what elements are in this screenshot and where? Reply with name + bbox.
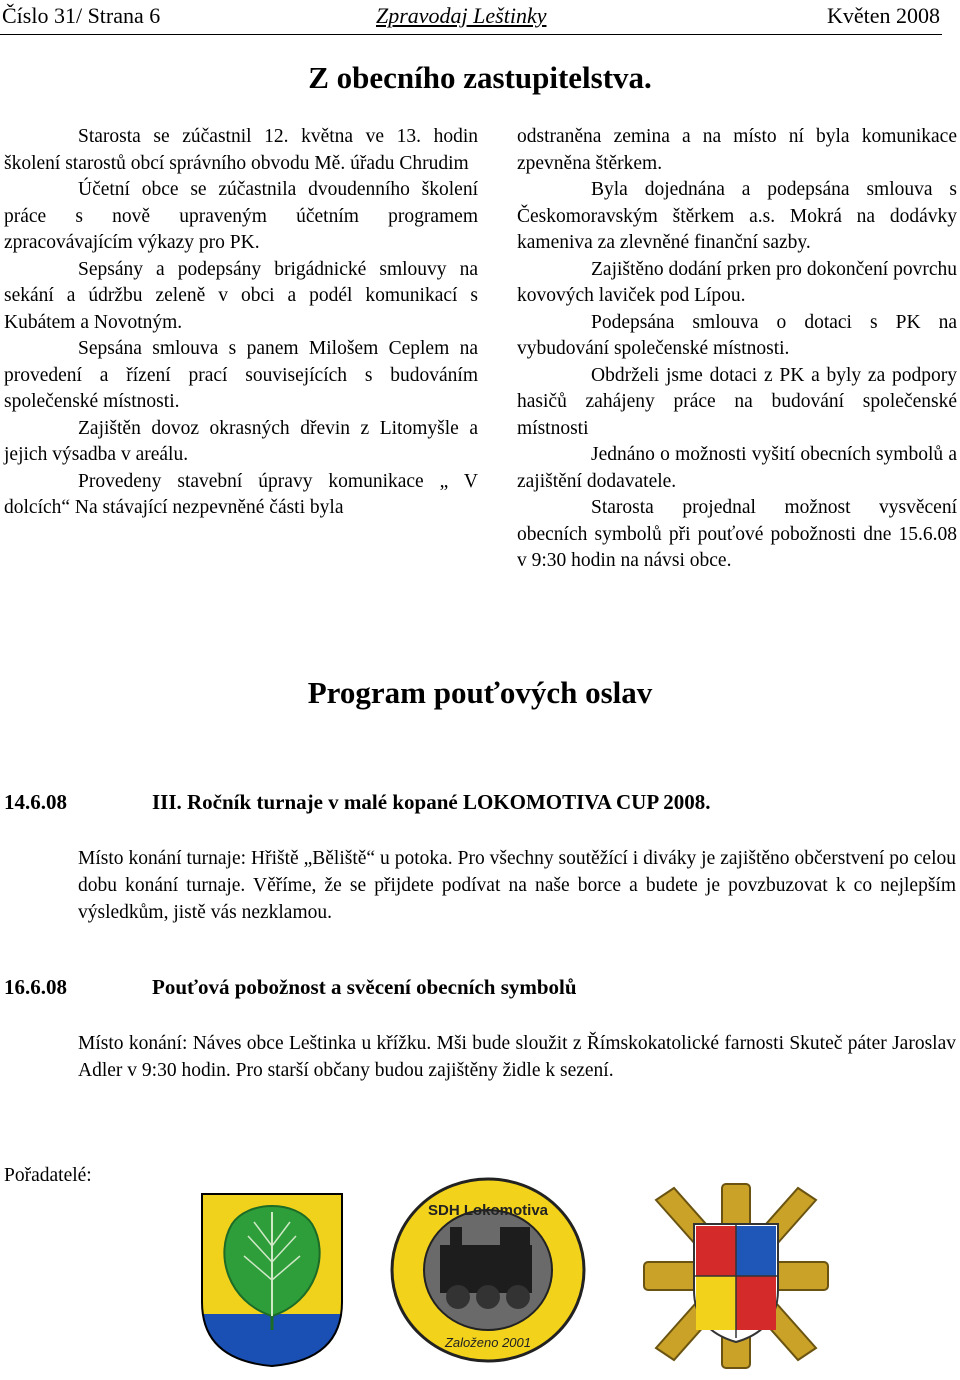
event-description: Místo konání: Náves obce Leštinka u křížku. Mši bude sloužit z Římskokatolické farnosti Skuteč páter Jaroslav Adler v 9:30 hodin. Pro starší občany budou zajištěny židle k sezení. bbox=[78, 1033, 956, 1081]
event-date: 14.6.08 bbox=[4, 790, 67, 814]
svg-text:SDH Lokomotiva: SDH Lokomotiva bbox=[427, 1202, 549, 1219]
council-left-column bbox=[4, 124, 478, 522]
fire-brigade-emblem-icon bbox=[636, 1180, 836, 1372]
event-date: 16.6.08 bbox=[4, 975, 67, 999]
issue-date: Květen 2008 bbox=[826, 3, 940, 28]
paragraph: Podepsána smlouva o dotaci s PK na vybudování společenské místnosti. bbox=[517, 311, 957, 359]
paragraph: Starosta projednal možnost vysvěcení obecních symbolů při pouťové pobožnosti dne 15.6.08 v 9:30 hodin na návsi obce. bbox=[517, 497, 957, 571]
paragraph: Provedeny stavební úpravy komunikace „ V dolcích“ Na stávající nezpevněné části byla bbox=[4, 470, 478, 518]
sdh-locomotive-badge-icon bbox=[388, 1175, 588, 1365]
council-section-title: Z obecního zastupitelstva. bbox=[308, 60, 652, 95]
event-title: Pouťová pobožnost a svěcení obecních symbolů bbox=[152, 975, 577, 999]
municipal-leaf-emblem-icon bbox=[198, 1190, 346, 1368]
organizers-label: Pořadatelé: bbox=[4, 1165, 92, 1186]
paragraph: Byla dojednána a podepsána smlouva s Českomoravským štěrkem a.s. Mokrá na dodávky kameniva za zlevněné finanční sazby. bbox=[517, 179, 957, 253]
paragraph: Jednáno o možnosti vyšití obecních symbolů a zajištění dodavatele. bbox=[517, 444, 957, 492]
paragraph-continuation: odstraněna zemina a na místo ní byla komunikace zpevněna štěrkem. bbox=[517, 126, 957, 174]
page-header bbox=[0, 0, 942, 35]
paragraph: Zajištěn dovoz okrasných dřevin z Litomyšle a jejich výsadba v areálu. bbox=[4, 417, 478, 465]
council-right-column bbox=[517, 124, 957, 575]
paragraph: Sepsána smlouva s panem Milošem Ceplem na provedení a řízení prací souvisejících s budováním společenské místnosti. bbox=[4, 338, 478, 412]
paragraph: Starosta se zúčastnil 12. května ve 13. hodin školení starostů obcí správního obvodu Mě. úřadu Chrudim bbox=[4, 126, 478, 174]
paragraph: Sepsány a podepsány brigádnické smlouvy na sekání a údržbu zeleně v obci a podél komunikací s Kubátem a Novotným. bbox=[4, 258, 478, 333]
paragraph: Zajištěno dodání prken pro dokončení povrchu kovových laviček pod Lípou. bbox=[517, 258, 957, 306]
svg-text:Založeno 2001: Založeno 2001 bbox=[444, 1335, 532, 1350]
event-description: Místo konání turnaje: Hřiště „Běliště“ u potoka. Pro všechny soutěžící i diváky je zajištěno občerstvení po celou dobu konání turnaje. Věříme, že se přijdete podívat na naše borce a budete je povzbuzovat k co nejlepším výsledkům, jistě vás nezklamou. bbox=[78, 848, 956, 923]
event-title: III. Ročník turnaje v malé kopané LOKOMOTIVA CUP 2008. bbox=[152, 790, 711, 814]
newsletter-name: Zpravodaj Leštinky bbox=[376, 3, 547, 28]
paragraph: Účetní obce se zúčastnila dvoudenního školení práce s nově upraveným účetním programem zpracovávajícím výkazy pro PK. bbox=[4, 179, 478, 253]
paragraph: Obdrželi jsme dotaci z PK a byly za podpory hasičů zahájeny práce na budování společenské místnosti bbox=[517, 364, 957, 439]
issue-number: Číslo 31/ Strana 6 bbox=[2, 3, 161, 28]
program-section-title: Program pouťových oslav bbox=[307, 675, 653, 710]
